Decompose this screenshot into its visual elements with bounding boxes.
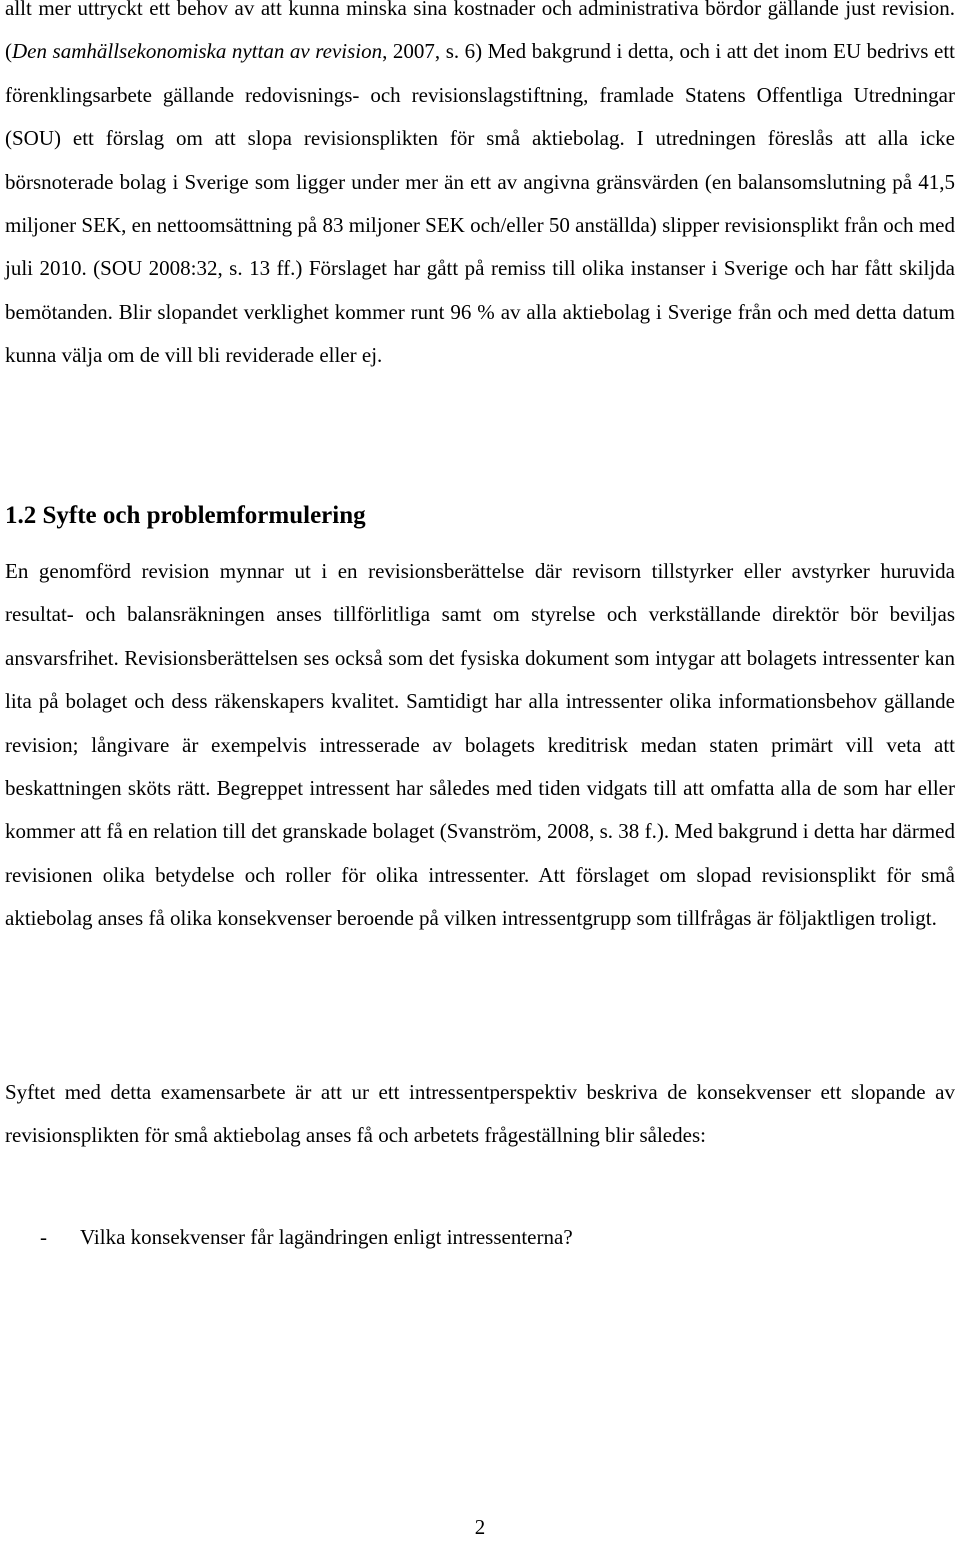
list-item [5,1216,955,1259]
page-number: 2 [474,1515,486,1539]
paragraph-text: , 2007, s. 6) Med bakgrund i detta, och i att det inom EU bedrivs ett förenklingsarbete gällande redovisnings- och revisionslagstiftning, framlade Statens Offentliga Utredningar (SOU) ett förslag om att slopa revisionsplikten för små aktiebolag. I utredningen föreslås att alla icke börsnoterade bolag i Sverige som ligger under mer än ett av angivna gränsvärden (en balansomslutning på 41,5 miljoner SEK, en nettoomsättning på 83 miljoner SEK och/eller 50 anställda) slipper revisionsplikt från och med juli 2010. (SOU 2008:32, s. 13 ff.) Förslaget har gått på remiss till olika instanser i Sverige och har fått skiljda bemötanden. Blir slopandet verklighet kommer runt 96 % av alla aktiebolag i Sverige från och med detta datum kunna välja om de vill bli reviderade eller ej. [5,39,955,368]
dash-bullet: - [40,1225,47,1249]
document-page [5,0,955,1249]
section-body [5,550,955,941]
paragraph-aim: Syftet med detta examensarbete är att ur ett intressentperspektiv beskriva de konsekvenser ett slopande av revisionsplikten för små aktiebolag anses få och arbetets frågeställning blir således: [5,1080,955,1148]
paragraph-text: allt mer uttryckt ett behov av att kunna minska sina kostnader och administrativa bördor gällande just revision. ( [5,0,955,64]
research-question-list [5,1216,955,1259]
citation-title: Den samhällsekonomiska nyttan av revision [12,39,383,64]
paragraph-revision-background [5,0,955,378]
research-question: Vilka konsekvenser får lagändringen enligt intressenterna? [80,1225,573,1249]
paragraph-purpose-context: En genomförd revision mynnar ut i en revisionsberättelse där revisorn tillstyrker eller avstyrker huruvida resultat- och balansräkningen anses tillförlitliga samt om styrelse och verkställande direktör bör beviljas ansvarsfrihet. Revisionsberättelsen ses också som det fysiska dokument som intygar att bolagets intressenter kan lita på bolaget och dess räkenskapers kvalitet. Samtidigt har alla intressenter olika informationsbehov gällande revision; långivare är exempelvis intresserade av bolagets kreditrisk medan staten primärt vill veta att beskattningen sköts rätt. Begreppet intressent har således med tiden vidgats till att omfatta alla de som har eller kommer att få en relation till det granskade bolaget (Svanström, 2008, s. 38 f.). Med bakgrund i detta har därmed revisionen olika betydelse och roller för olika intressenter. Att förslaget om slopad revisionsplikt för små aktiebolag anses få olika konsekvenser beroende på vilken intressentgrupp som tillfrågas är följaktligen troligt. [5,559,955,931]
section-heading: 1.2 Syfte och problemformulering [5,502,366,529]
section-body-aim [5,1071,955,1158]
